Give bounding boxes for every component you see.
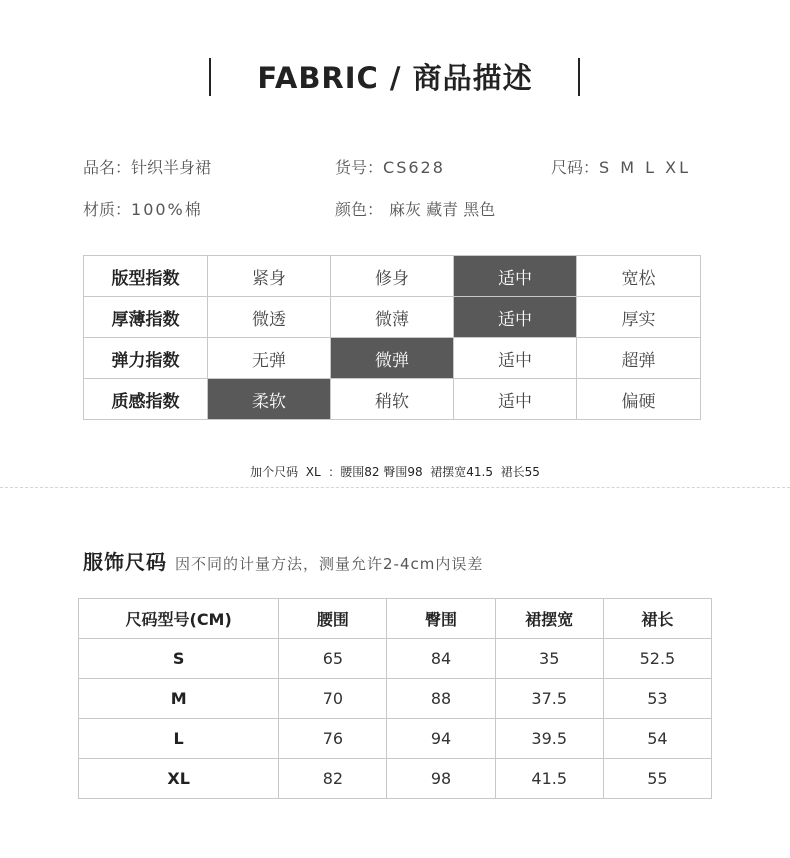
index-option: 稍软 bbox=[331, 379, 454, 420]
index-option-selected: 适中 bbox=[454, 297, 577, 338]
size-section-subtitle: 因不同的计量方法，测量允许2-4cm内误差 bbox=[175, 555, 484, 573]
size-table-header-cell: 腰围 bbox=[279, 599, 387, 639]
size-value-cell: 35 bbox=[495, 639, 603, 679]
size-table-header-cell: 尺码型号(CM) bbox=[79, 599, 279, 639]
size-label-cell: L bbox=[79, 719, 279, 759]
index-row bbox=[84, 338, 701, 379]
index-option: 适中 bbox=[454, 379, 577, 420]
size-table-header-cell: 裙长 bbox=[603, 599, 711, 639]
info-name-value: 针织半身裙 bbox=[131, 158, 212, 177]
info-material-value: 100%棉 bbox=[131, 200, 203, 219]
size-value-cell: 94 bbox=[387, 719, 495, 759]
size-value-cell: 54 bbox=[603, 719, 711, 759]
info-code-value: CS628 bbox=[383, 158, 445, 177]
size-value-cell: 84 bbox=[387, 639, 495, 679]
size-value-cell: 98 bbox=[387, 759, 495, 799]
size-value-cell: 82 bbox=[279, 759, 387, 799]
index-option: 适中 bbox=[454, 338, 577, 379]
info-material bbox=[83, 197, 203, 220]
info-material-label: 材质： bbox=[83, 200, 132, 219]
info-name-label: 品名： bbox=[83, 158, 132, 177]
size-table bbox=[78, 598, 712, 799]
header-right-bar bbox=[578, 58, 580, 96]
index-row bbox=[84, 256, 701, 297]
info-name bbox=[83, 155, 211, 178]
size-label-cell: S bbox=[79, 639, 279, 679]
size-value-cell: 41.5 bbox=[495, 759, 603, 799]
size-value-cell: 39.5 bbox=[495, 719, 603, 759]
index-option: 微薄 bbox=[331, 297, 454, 338]
size-table-row bbox=[79, 679, 712, 719]
fabric-index-table bbox=[83, 255, 701, 420]
index-option: 宽松 bbox=[577, 256, 701, 297]
info-color bbox=[335, 197, 495, 220]
size-table-header bbox=[79, 599, 712, 639]
size-table-header-cell: 臀围 bbox=[387, 599, 495, 639]
info-color-value: 麻灰 藏青 黑色 bbox=[389, 200, 496, 219]
index-option-selected: 微弹 bbox=[331, 338, 454, 379]
size-value-cell: 55 bbox=[603, 759, 711, 799]
info-color-label: 颜色： bbox=[335, 200, 384, 219]
index-row-label: 质感指数 bbox=[84, 379, 208, 420]
index-row-label: 版型指数 bbox=[84, 256, 208, 297]
index-row bbox=[84, 379, 701, 420]
size-value-cell: 65 bbox=[279, 639, 387, 679]
index-option: 偏硬 bbox=[577, 379, 701, 420]
index-option: 修身 bbox=[331, 256, 454, 297]
page-title: FABRIC / 商品描述 bbox=[257, 61, 533, 95]
index-option: 紧身 bbox=[208, 256, 331, 297]
index-option-selected: 适中 bbox=[454, 256, 577, 297]
size-value-cell: 88 bbox=[387, 679, 495, 719]
index-option: 微透 bbox=[208, 297, 331, 338]
size-label-cell: XL bbox=[79, 759, 279, 799]
info-size bbox=[551, 155, 691, 178]
size-value-cell: 70 bbox=[279, 679, 387, 719]
index-option: 无弹 bbox=[208, 338, 331, 379]
extra-size-note: 加个尺码 XL ：腰围82 臀围98 裙摆宽41.5 裙长55 bbox=[250, 465, 540, 479]
size-table-row bbox=[79, 639, 712, 679]
size-value-cell: 37.5 bbox=[495, 679, 603, 719]
size-value-cell: 53 bbox=[603, 679, 711, 719]
index-row-label: 厚薄指数 bbox=[84, 297, 208, 338]
size-table-row bbox=[79, 759, 712, 799]
index-option: 厚实 bbox=[577, 297, 701, 338]
size-section-heading bbox=[83, 546, 483, 575]
dashed-divider bbox=[0, 487, 790, 488]
size-table-header-cell: 裙摆宽 bbox=[495, 599, 603, 639]
size-table-row bbox=[79, 719, 712, 759]
index-row-label: 弹力指数 bbox=[84, 338, 208, 379]
info-size-label: 尺码： bbox=[551, 158, 600, 177]
size-value-cell: 52.5 bbox=[603, 639, 711, 679]
info-size-value: S M L XL bbox=[599, 158, 692, 177]
index-option-selected: 柔软 bbox=[208, 379, 331, 420]
size-value-cell: 76 bbox=[279, 719, 387, 759]
size-label-cell: M bbox=[79, 679, 279, 719]
index-option: 超弹 bbox=[577, 338, 701, 379]
info-code bbox=[335, 155, 445, 178]
index-row bbox=[84, 297, 701, 338]
size-section-title: 服饰尺码 bbox=[83, 550, 167, 574]
info-code-label: 货号： bbox=[335, 158, 384, 177]
